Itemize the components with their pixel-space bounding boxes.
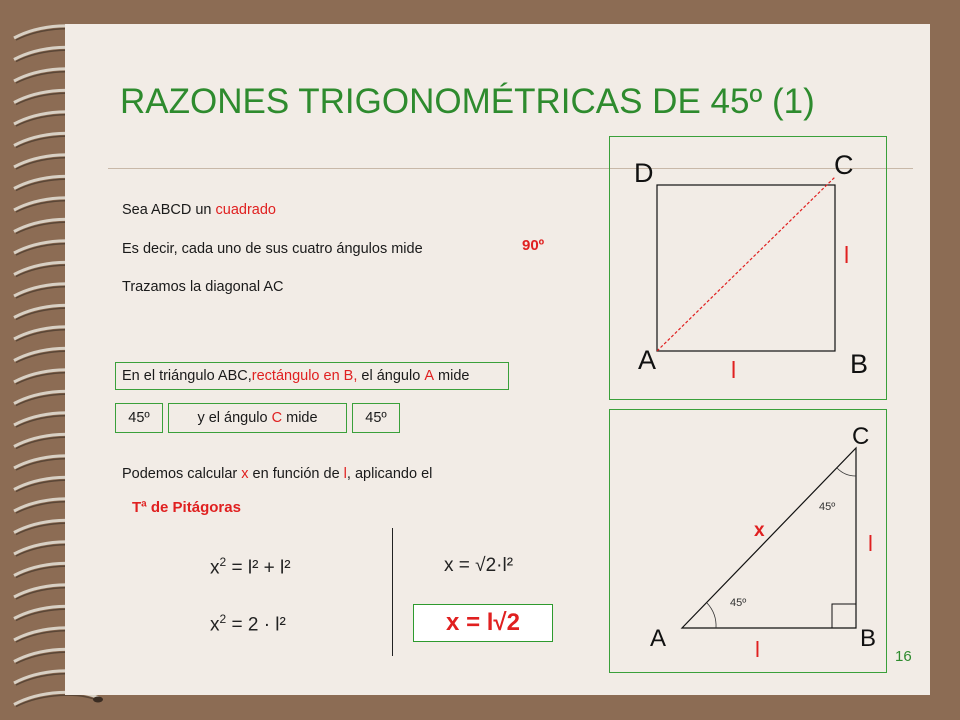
line-4-box (115, 362, 509, 390)
formula-2 (210, 612, 286, 636)
triangle-figure (610, 410, 886, 672)
label-d: D (634, 158, 654, 188)
line-6 (122, 466, 432, 482)
line-6-text-3: , aplicando el (346, 466, 433, 482)
triangle-figure-frame (609, 409, 887, 673)
tri-label-a: A (650, 625, 667, 652)
line-1 (122, 202, 276, 218)
x-letter: x (241, 466, 249, 482)
side-right-label: l (844, 242, 850, 268)
label-a: A (638, 345, 657, 375)
angle-90: 90º (522, 237, 545, 254)
line-3: Trazamos la diagonal AC (122, 279, 284, 295)
line-1-text: Sea ABCD un (122, 202, 216, 218)
formula-1-rhs: = l² + l² (231, 557, 291, 579)
formula-2-exp: 2 (219, 612, 227, 626)
formula-1-lhs: x (210, 557, 220, 579)
square-figure (610, 137, 886, 399)
line-4-text-3: mide (433, 368, 470, 384)
side-bottom-label: l (731, 357, 737, 383)
square-figure-frame (609, 136, 887, 400)
angle-c-value-box: 45º (352, 403, 400, 433)
tri-side-right-label: l (868, 531, 873, 556)
line-2 (122, 241, 423, 257)
cuadrado-word: cuadrado (215, 202, 276, 218)
tri-side-bottom-label: l (755, 637, 760, 662)
angle-c-phrase-1: y el ángulo (197, 410, 272, 426)
hypotenuse-label: x (754, 520, 765, 541)
l-letter: l (343, 466, 347, 482)
line-4-text: En el triángulo ABC, (122, 368, 252, 384)
line-2-text: Es decir, cada uno de sus cuatro ángulos mide (122, 241, 423, 257)
line-4-text-2: el ángulo (357, 368, 425, 384)
line-6-text-2: en función de (248, 466, 344, 482)
angle-c-letter: C (271, 410, 283, 426)
rectangulo-en-b: rectángulo en B, (251, 368, 358, 384)
formula-1-exp: 2 (219, 555, 227, 569)
page-number: 16 (895, 648, 912, 665)
pythagoras-theorem: Tª de Pitágoras (132, 499, 241, 516)
angle-c-phrase-2: mide (282, 410, 318, 426)
angle-c-phrase-box (168, 403, 347, 433)
label-c: C (834, 150, 854, 180)
angle-a-letter: A (424, 368, 434, 384)
page-title: RAZONES TRIGONOMÉTRICAS DE 45º (1) (120, 82, 815, 121)
angle-a-label: 45º (730, 597, 747, 609)
formula-separator (392, 528, 393, 656)
square-abcd (657, 185, 835, 351)
angle-a-arc (707, 603, 716, 628)
result-formula: x = l√2 (446, 609, 520, 636)
label-b: B (850, 349, 869, 379)
spiral-hole (93, 697, 103, 703)
formula-1 (210, 555, 291, 579)
result-box (413, 604, 553, 642)
diagonal-ac (657, 177, 835, 351)
formula-3: x = √2·l² (444, 555, 514, 576)
tri-label-c: C (852, 423, 870, 450)
formula-2-rhs: = 2 · l² (231, 614, 286, 636)
right-angle-marker (832, 604, 856, 628)
angle-c-arc (837, 468, 856, 476)
angle-a-value-box: 45º (115, 403, 163, 433)
angle-c-label: 45º (819, 501, 836, 513)
tri-label-b: B (860, 625, 877, 652)
formula-2-lhs: x (210, 614, 220, 636)
line-6-text: Podemos calcular (122, 466, 242, 482)
triangle-abc (682, 448, 856, 628)
